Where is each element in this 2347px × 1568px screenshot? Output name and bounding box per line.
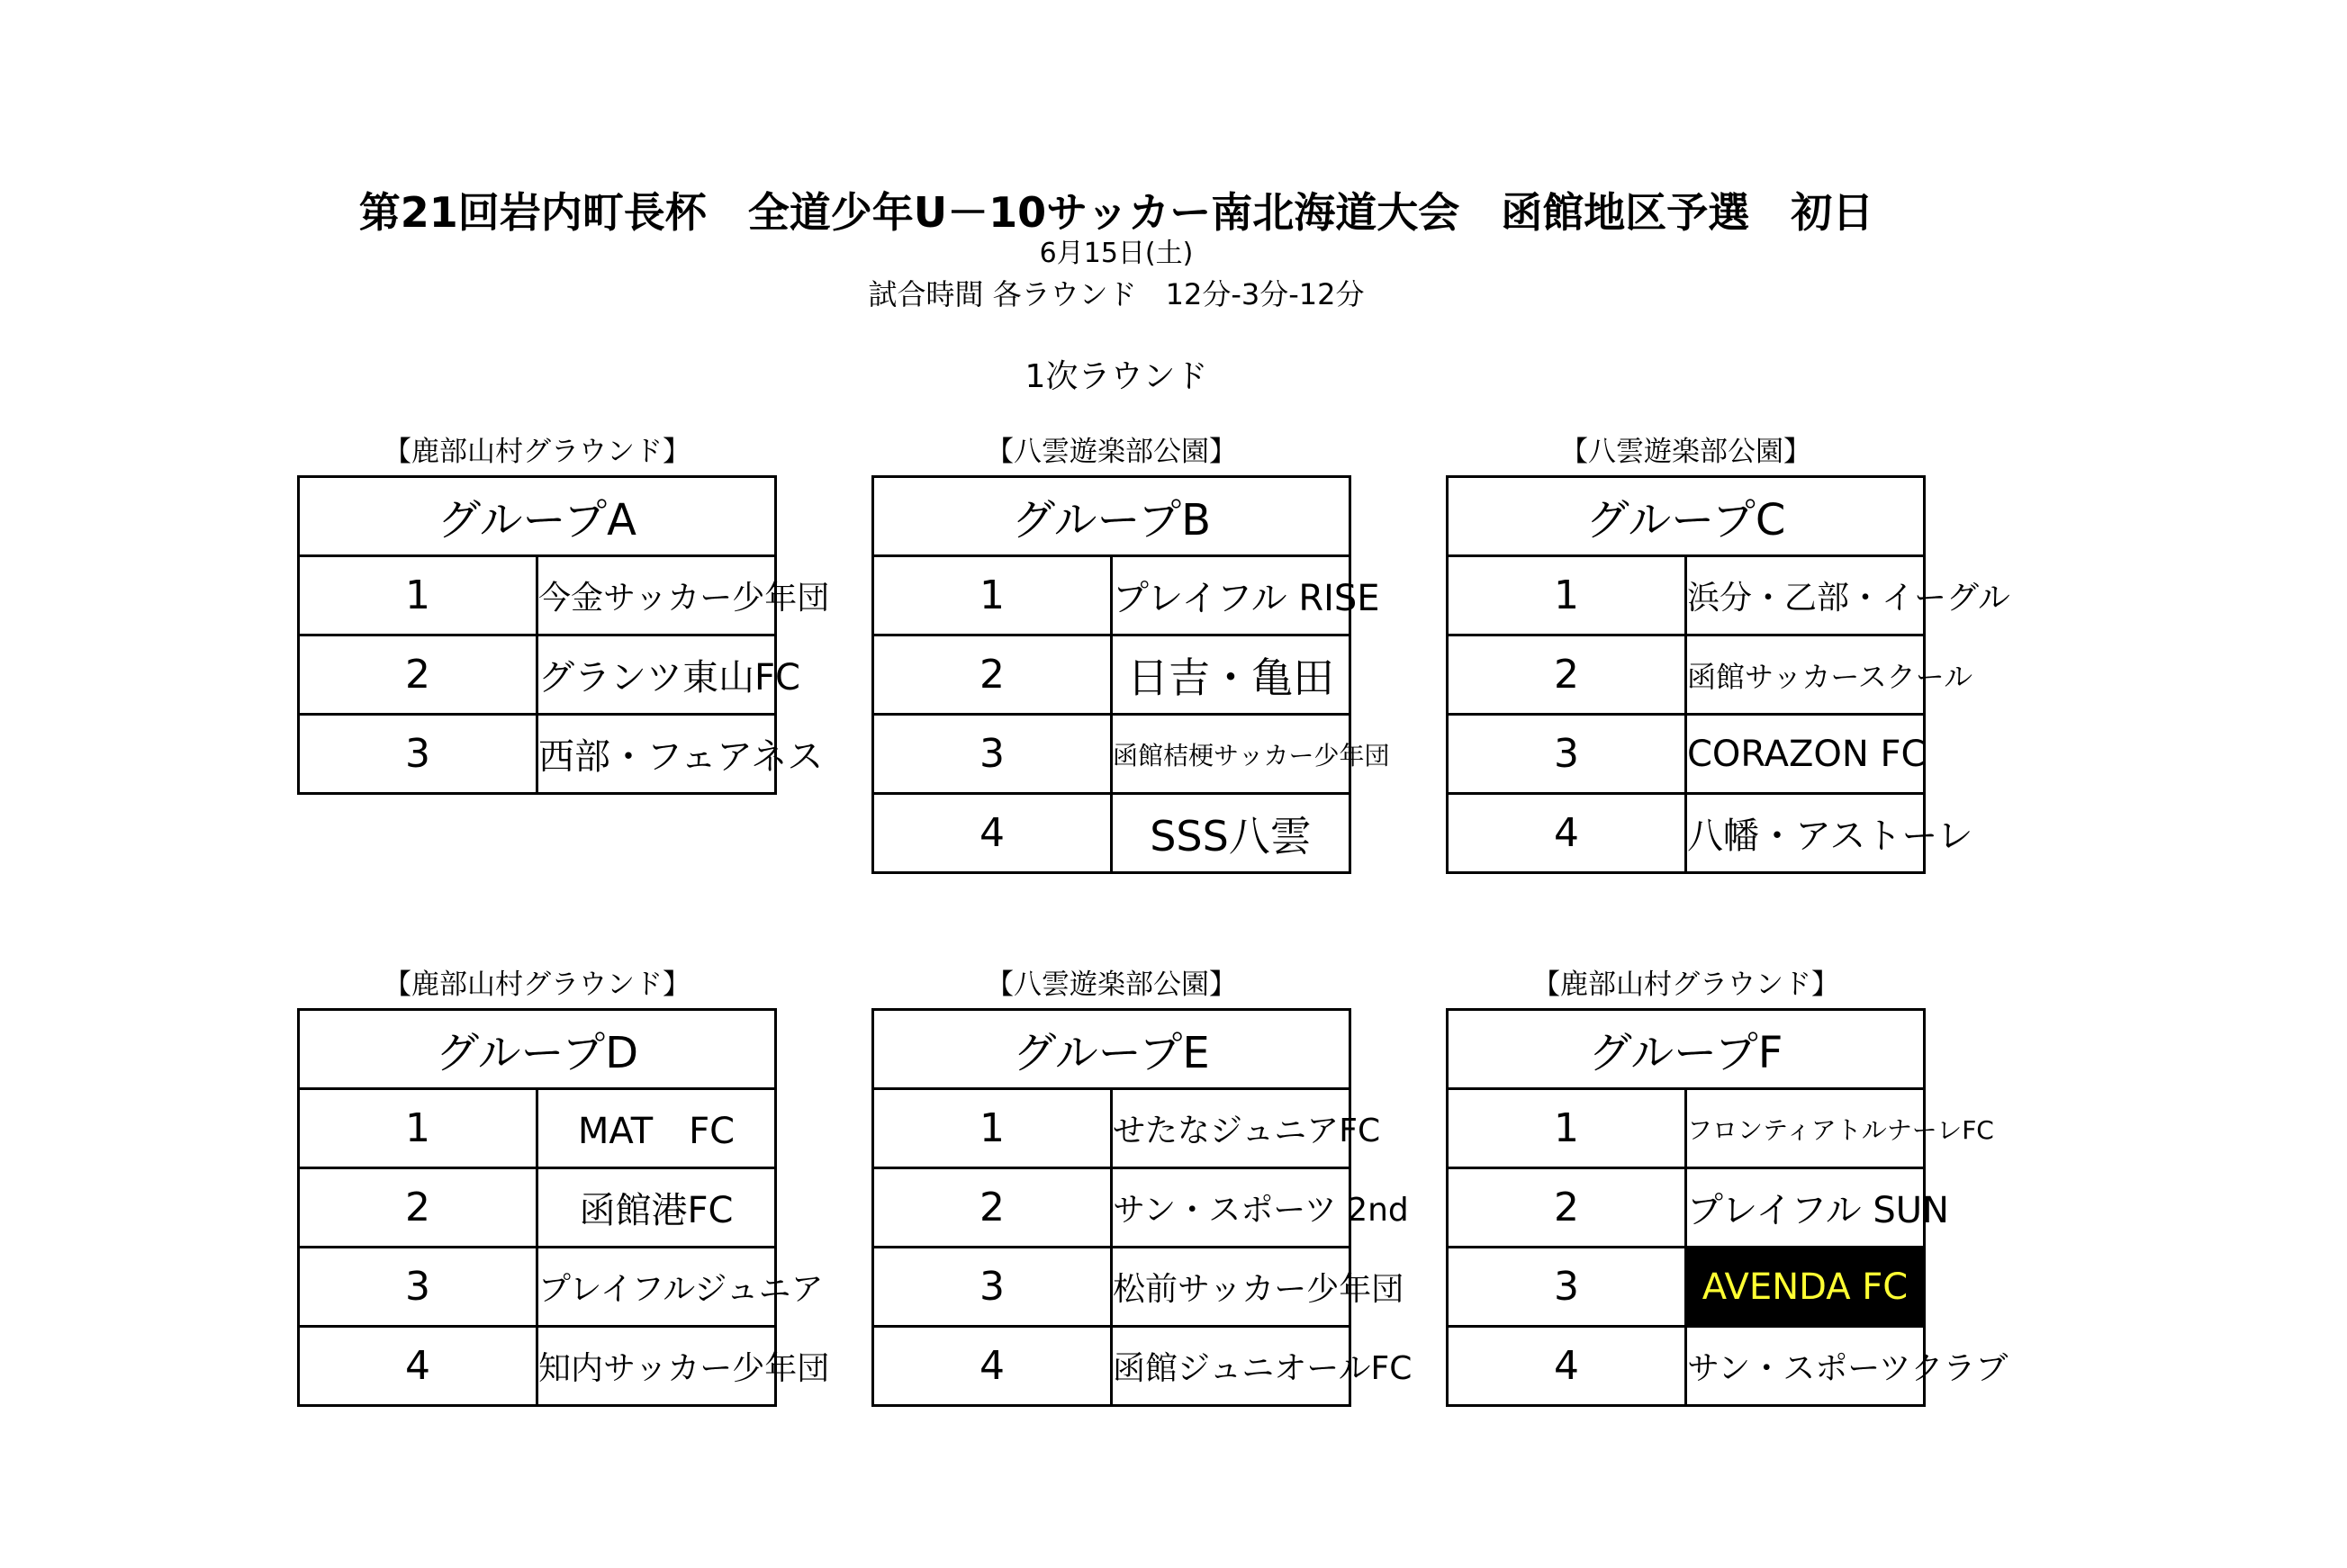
- team-row: [873, 1327, 1350, 1406]
- team-number: 2: [873, 635, 1112, 715]
- team-row: [1448, 1089, 1925, 1168]
- team-row: [873, 715, 1350, 794]
- team-row: [299, 1327, 776, 1406]
- team-number: 2: [1448, 635, 1686, 715]
- venue-label: 【八雲遊楽部公園】: [986, 436, 1237, 468]
- group-table: [871, 475, 1390, 874]
- team-name: 日吉・亀田: [1112, 635, 1350, 715]
- team-name: SSS八雲: [1112, 794, 1350, 873]
- team-number: 1: [873, 1089, 1112, 1168]
- group-d: [297, 969, 830, 1407]
- team-number: 2: [299, 635, 537, 715]
- team-row: [873, 1168, 1350, 1248]
- team-name: 知内サッカー少年団: [537, 1327, 776, 1406]
- team-number: 1: [299, 1089, 537, 1168]
- team-name: グランツ東山FC: [537, 635, 776, 715]
- group-table: [297, 1008, 830, 1407]
- venue-label: 【鹿部山村グラウンド】: [1532, 969, 1839, 1001]
- team-row: [299, 1168, 776, 1248]
- team-name: プレイフル SUN: [1686, 1168, 1925, 1248]
- team-name: 浜分・乙部・イーグル: [1686, 556, 1925, 635]
- round-title: 1次ラウンド: [1025, 358, 1208, 395]
- team-number: 3: [873, 1248, 1112, 1327]
- team-row: [873, 1248, 1350, 1327]
- team-row: [1448, 794, 1925, 873]
- team-name: プレイフルジュニア: [537, 1248, 776, 1327]
- team-row: [299, 635, 776, 715]
- team-number: 1: [299, 556, 537, 635]
- team-name: 函館ジュニオールFC: [1112, 1327, 1350, 1406]
- group-c: [1446, 436, 2010, 874]
- venue-label: 【八雲遊楽部公園】: [1560, 436, 1811, 468]
- team-name: サン・スポーツ 2nd: [1112, 1168, 1350, 1248]
- match-time: 試合時間 各ラウンド 12分-3分-12分: [868, 277, 1365, 311]
- group-name: グループB: [873, 477, 1350, 556]
- group-f: [1446, 969, 2008, 1407]
- team-name: プレイフル RISE: [1112, 556, 1350, 635]
- team-name: 函館サッカースクール: [1686, 635, 1925, 715]
- team-row: [299, 556, 776, 635]
- team-row: [1448, 1168, 1925, 1248]
- team-row: [299, 1089, 776, 1168]
- team-number: 3: [299, 1248, 537, 1327]
- team-row: [1448, 1327, 1925, 1406]
- team-row: [873, 635, 1350, 715]
- team-number: 2: [873, 1168, 1112, 1248]
- event-date: 6月15日(土): [1039, 238, 1194, 269]
- team-number: 1: [1448, 556, 1686, 635]
- team-number: 1: [873, 556, 1112, 635]
- team-number: 4: [873, 1327, 1112, 1406]
- team-row: [299, 715, 776, 794]
- page-title: 第21回岩内町長杯 全道少年U－10サッカー南北海道大会 函館地区予選 初日: [358, 188, 1874, 237]
- group-table: [297, 475, 830, 795]
- team-name: 今金サッカー少年団: [537, 556, 776, 635]
- team-name-highlighted: AVENDA FC: [1686, 1248, 1925, 1327]
- team-name: CORAZON FC: [1686, 715, 1925, 794]
- team-row: [1448, 635, 1925, 715]
- team-number: 2: [1448, 1168, 1686, 1248]
- team-number: 3: [1448, 1248, 1686, 1327]
- team-row: [299, 1248, 776, 1327]
- team-number: 3: [873, 715, 1112, 794]
- team-name: フロンティアトルナーレFC: [1686, 1089, 1925, 1168]
- group-name: グループA: [299, 477, 776, 556]
- team-number: 3: [299, 715, 537, 794]
- venue-label: 【八雲遊楽部公園】: [986, 969, 1237, 1001]
- team-row: [873, 556, 1350, 635]
- team-number: 4: [1448, 794, 1686, 873]
- team-number: 3: [1448, 715, 1686, 794]
- team-number: 1: [1448, 1089, 1686, 1168]
- group-table: [1446, 1008, 2008, 1407]
- team-number: 4: [873, 794, 1112, 873]
- group-name: グループC: [1448, 477, 1925, 556]
- team-row: [1448, 556, 1925, 635]
- team-name: 八幡・アストーレ: [1686, 794, 1925, 873]
- team-row: [1448, 715, 1925, 794]
- venue-label: 【鹿部山村グラウンド】: [384, 436, 691, 468]
- team-number: 4: [1448, 1327, 1686, 1406]
- team-name: サン・スポーツクラブ: [1686, 1327, 1925, 1406]
- group-e: [871, 969, 1413, 1407]
- group-b: [871, 436, 1390, 874]
- team-row: [1448, 1248, 1925, 1327]
- group-name: グループD: [299, 1010, 776, 1089]
- venue-label: 【鹿部山村グラウンド】: [384, 969, 691, 1001]
- team-name: せたなジュニアFC: [1112, 1089, 1350, 1168]
- group-table: [1446, 475, 2010, 874]
- team-row: [873, 794, 1350, 873]
- group-name: グループF: [1448, 1010, 1925, 1089]
- group-a: [297, 436, 830, 795]
- team-name: 函館桔梗サッカー少年団: [1112, 715, 1350, 794]
- team-number: 4: [299, 1327, 537, 1406]
- group-table: [871, 1008, 1413, 1407]
- team-name: 松前サッカー少年団: [1112, 1248, 1350, 1327]
- team-row: [873, 1089, 1350, 1168]
- team-name: 西部・フェアネス: [537, 715, 776, 794]
- group-name: グループE: [873, 1010, 1350, 1089]
- team-number: 2: [299, 1168, 537, 1248]
- team-name: MAT FC: [537, 1089, 776, 1168]
- team-name: 函館港FC: [537, 1168, 776, 1248]
